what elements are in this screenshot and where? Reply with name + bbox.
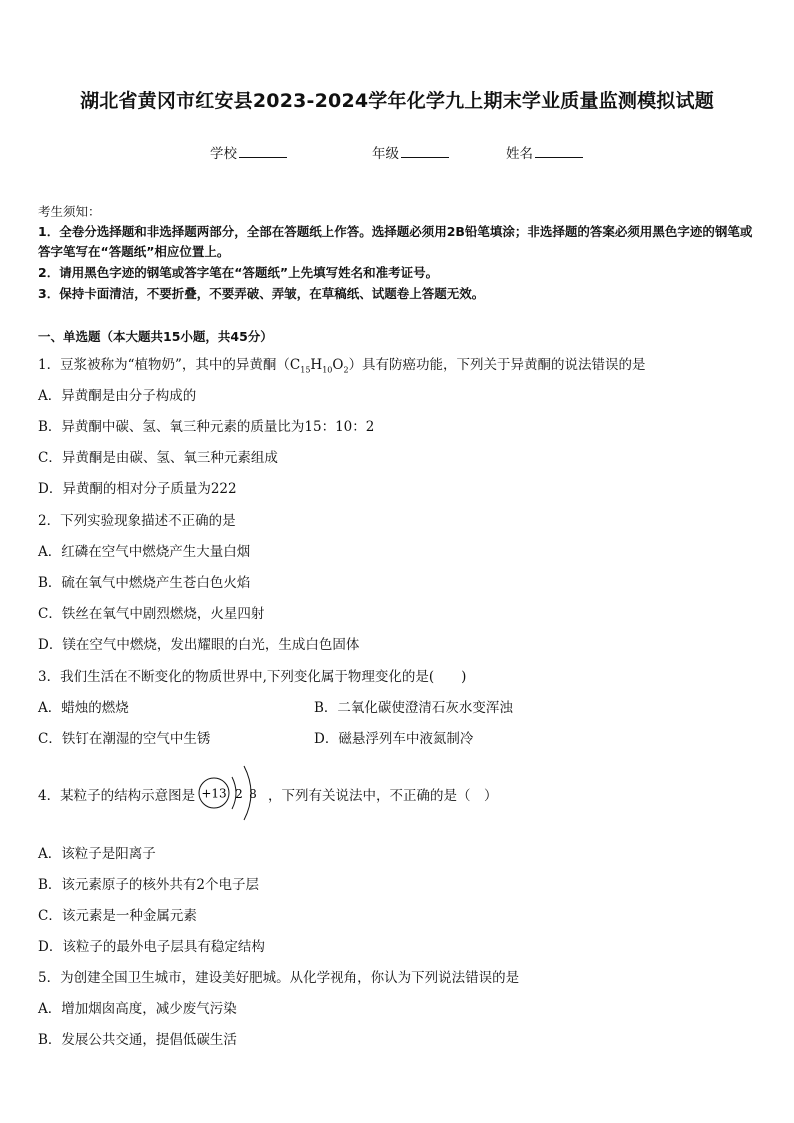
q2-option-d: D．镁在空气中燃烧，发出耀眼的白光，生成白色固体 (38, 637, 360, 653)
notice-heading: 考生须知： (38, 204, 101, 219)
q1-option-c: C．异黄酮是由碳、氢、氧三种元素组成 (38, 450, 278, 466)
grade-blank (401, 145, 449, 158)
school-label: 学校 (210, 146, 237, 162)
q2-option-c: C．铁丝在氧气中剧烈燃烧，火星四射 (38, 606, 265, 622)
shell-2-count: 8 (249, 787, 257, 801)
atom-structure-diagram (196, 760, 266, 826)
q4-option-c: C．该元素是一种金属元素 (38, 908, 197, 924)
q3-option-d: D．磁悬浮列车中液氮制冷 (314, 731, 474, 747)
q1-stem-start: 1．豆浆被称为“植物奶”，其中的异黄酮（C (38, 357, 301, 373)
section-heading: 一、单选题（本大题共15小题，共45分） (38, 329, 273, 344)
q1-option-a: A．异黄酮是由分子构成的 (38, 388, 197, 404)
name-label: 姓名 (506, 146, 533, 162)
q3-option-a: A．蜡烛的燃烧 (38, 700, 129, 716)
q1-h: H (310, 357, 323, 373)
grade-label: 年级 (372, 146, 399, 162)
notice-item-1: 1．全卷分选择题和非选择题两部分，全部在答题纸上作答。选择题必须用2B铅笔填涂；非选择题的答案必须用黑色字迹的钢笔或答字笔写在“答题纸”相应位置上。 (38, 224, 753, 259)
question-3-stem: 3．我们生活在不断变化的物质世界中,下列变化属于物理变化的是( ) (38, 669, 467, 685)
q4-option-d: D．该粒子的最外电子层具有稳定结构 (38, 939, 265, 955)
school-field (210, 142, 287, 162)
q1-option-d: D．异黄酮的相对分子质量为222 (38, 481, 237, 497)
question-5-stem: 5．为创建全国卫生城市，建设美好肥城。从化学视角，你认为下列说法错误的是 (38, 970, 520, 986)
q1-o: O (332, 357, 344, 373)
q4-option-b: B．该元素原子的核外共有2个电子层 (38, 877, 260, 893)
name-field (506, 142, 583, 162)
q1-stem-end: ）具有防癌功能，下列关于异黄酮的说法错误的是 (348, 357, 646, 373)
q1-sub-h: 10 (322, 365, 333, 375)
q4-option-a: A．该粒子是阳离子 (38, 846, 156, 862)
question-2-stem: 2．下列实验现象描述不正确的是 (38, 513, 236, 529)
notice-item-3: 3．保持卡面清洁，不要折叠，不要弄破、弄皱，在草稿纸、试题卷上答题无效。 (38, 286, 485, 301)
grade-field (372, 142, 449, 162)
page-title: 湖北省黄冈市红安县2023-2024学年化学九上期末学业质量监测模拟试题 (80, 90, 714, 112)
shell-1-count: 2 (235, 787, 243, 801)
q5-option-b: B．发展公共交通，提倡低碳生活 (38, 1032, 237, 1048)
question-4-stem-end: ，下列有关说法中，不正确的是（ ） (268, 788, 498, 804)
q3-option-b: B．二氧化碳使澄清石灰水变浑浊 (314, 700, 513, 716)
q1-sub-c: 15 (300, 365, 311, 375)
notice-item-2: 2．请用黑色字迹的钢笔或答字笔在“答题纸”上先填写姓名和准考证号。 (38, 265, 439, 280)
q5-option-a: A．增加烟囱高度，减少废气污染 (38, 1001, 237, 1017)
q2-option-a: A．红磷在空气中燃烧产生大量白烟 (38, 544, 251, 560)
q1-option-b: B．异黄酮中碳、氢、氧三种元素的质量比为15：10：2 (38, 419, 375, 435)
q3-option-c: C．铁钉在潮湿的空气中生锈 (38, 731, 211, 747)
q1-sub-o: 2 (343, 365, 349, 375)
school-blank (239, 145, 287, 158)
question-1-stem (38, 353, 646, 375)
question-4-stem-start: 4．某粒子的结构示意图是 (38, 788, 196, 804)
q2-option-b: B．硫在氧气中燃烧产生苍白色火焰 (38, 575, 251, 591)
name-blank (535, 145, 583, 158)
nucleus-charge: +13 (201, 786, 227, 801)
